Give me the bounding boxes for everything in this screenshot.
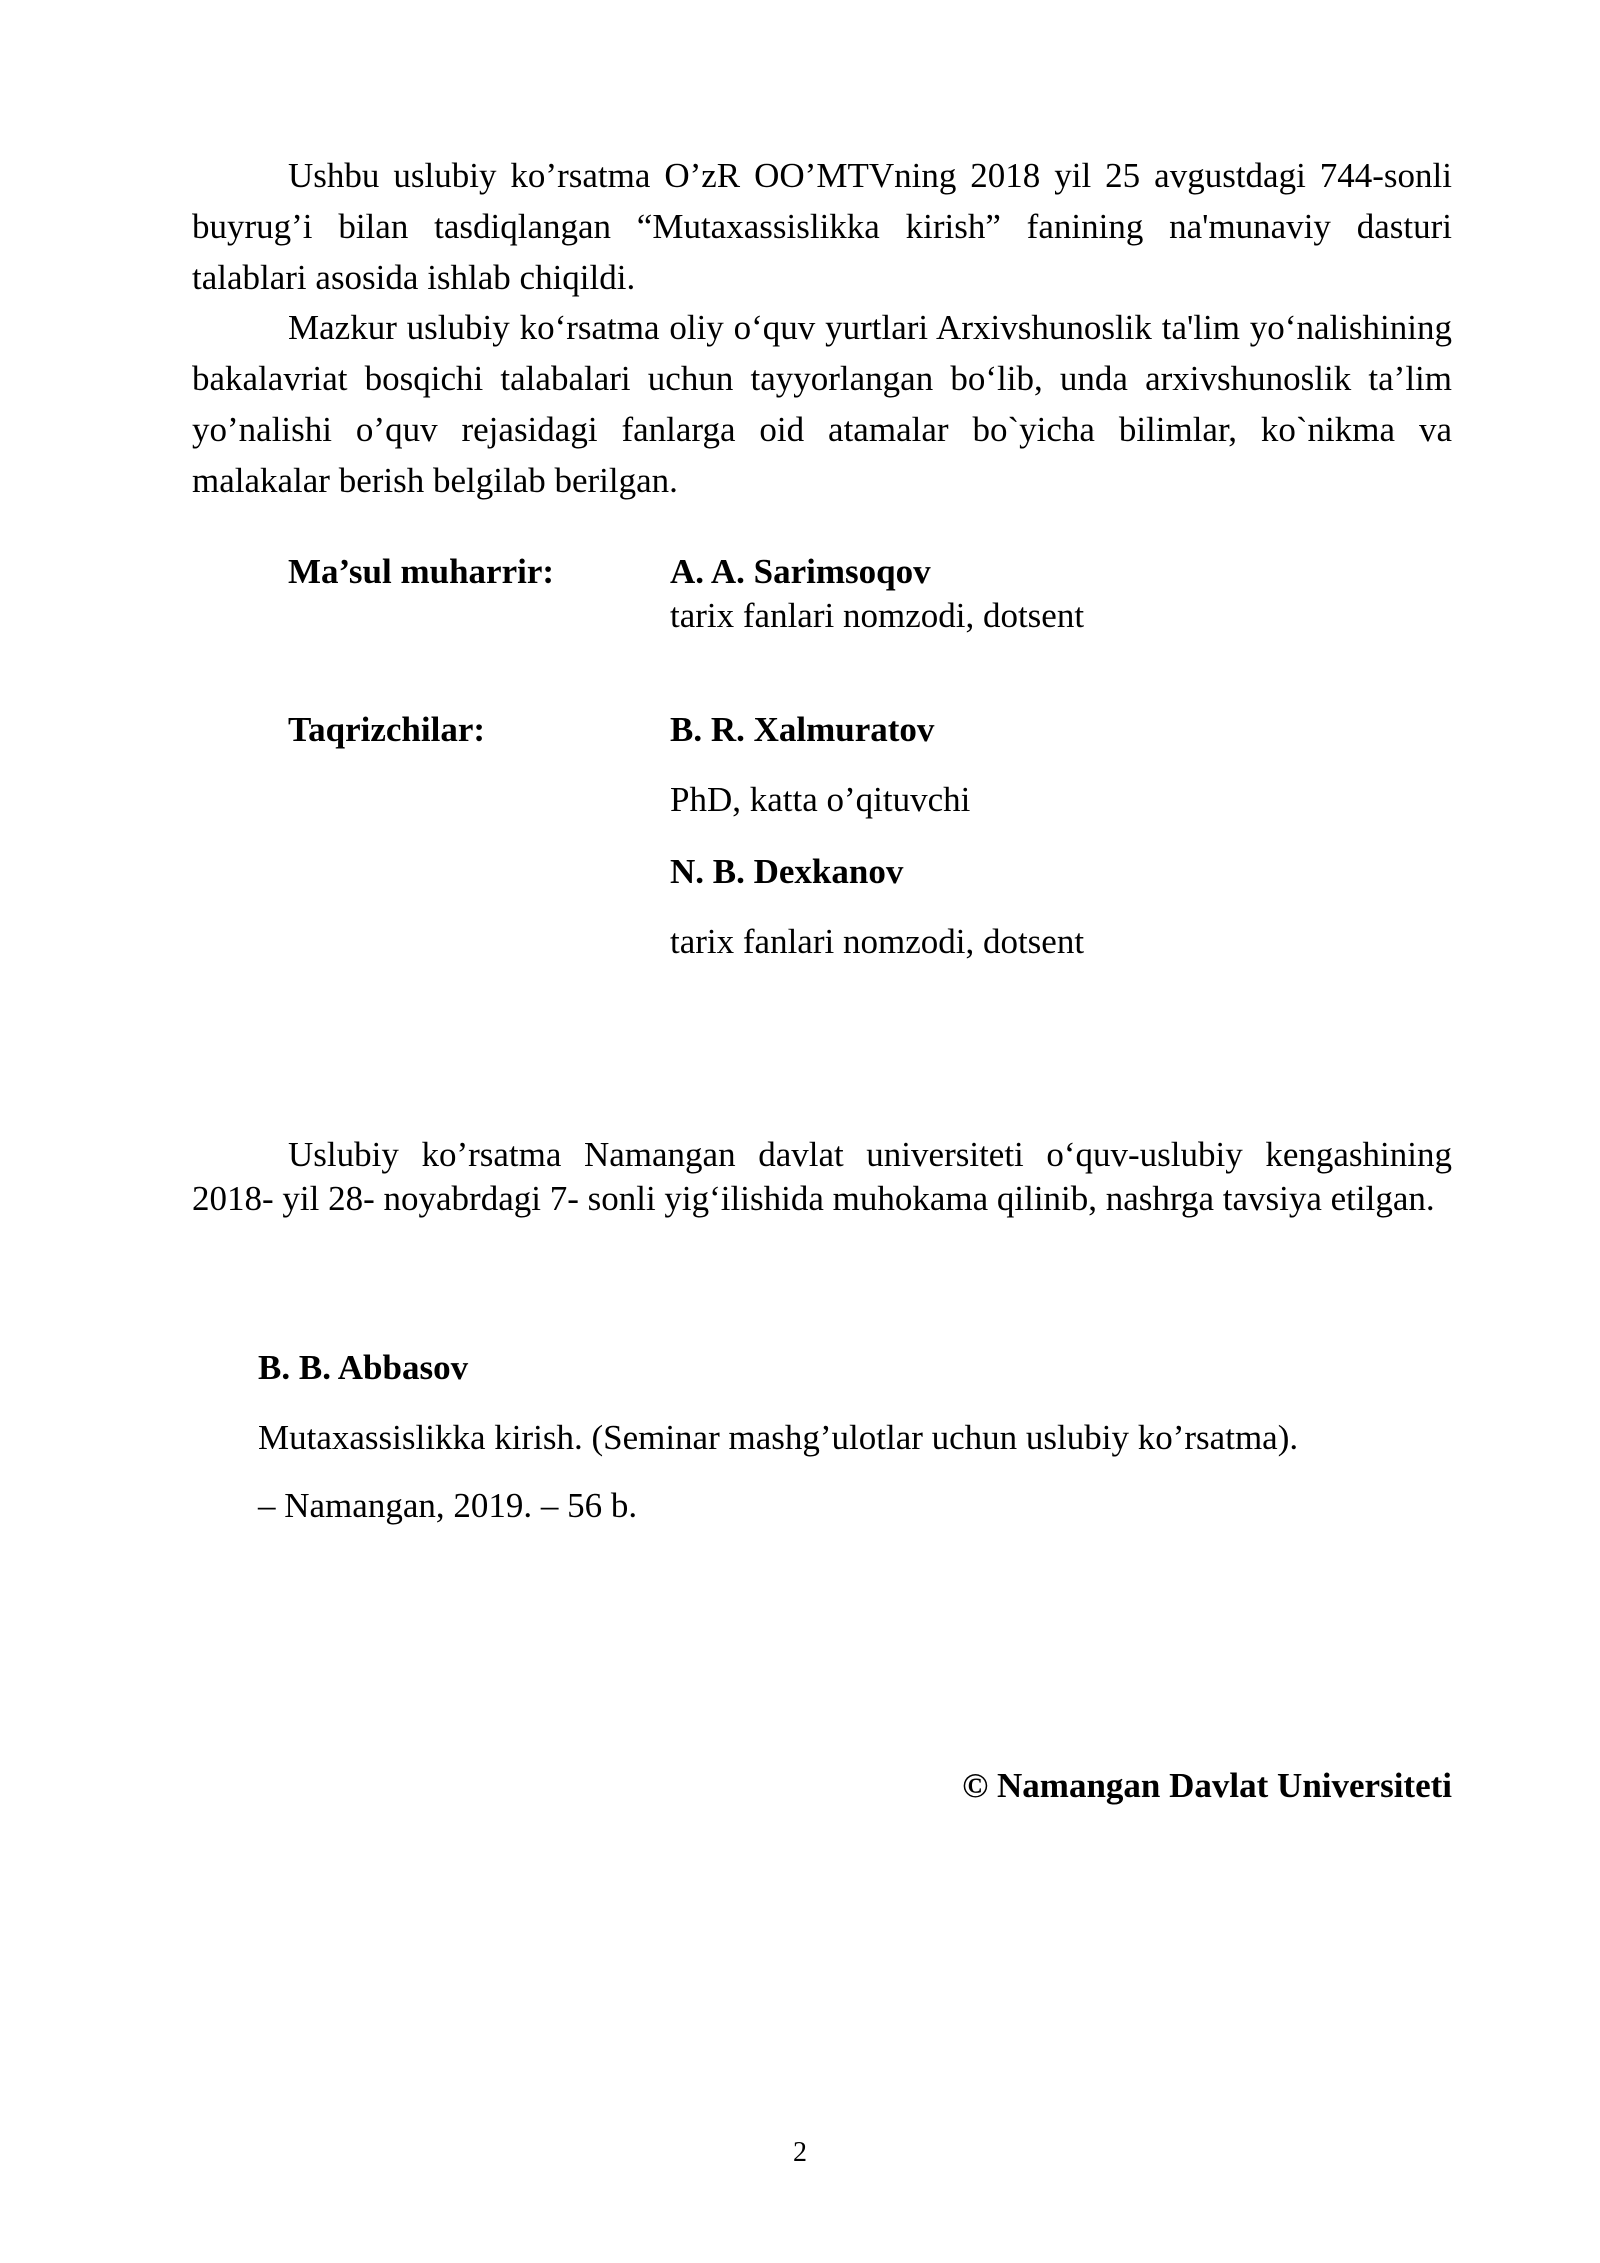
intro-paragraph-2: Mazkur uslubiy ko‘rsatma oliy o‘quv yurtlari Arxivshunoslik ta'lim yo‘nalishining bakalavriat bosqichi talabalari uchun tayyorlangan bo‘lib, unda arxivshunoslik ta’lim yo’nalishi o’quv rejasidagi fanlarga oid atamalar bo`yicha bilimlar, ko`nikma va malakalar berish belgilab berilgan. [192, 308, 1452, 500]
reviewer-2-name: N. B. Dexkanov [670, 852, 904, 891]
reviewer-2-title: tarix fanlari nomzodi, dotsent [670, 922, 1085, 961]
citation-author: B. B. Abbasov [258, 1348, 469, 1387]
intro-paragraph-1: Ushbu uslubiy ko’rsatma O’zR OO’MTVning 2018 yil 25 avgustdagi 744-sonli buyrug’i bilan tasdiqlangan “Mutaxassislikka kirish” fanining na'munaviy dasturi talablari asosida ishlab chiqildi. [192, 156, 1452, 297]
editor-label: Ma’sul muharrir: [288, 552, 555, 591]
citation-title: Mutaxassislikka kirish. (Seminar mashg’ulotlar uchun uslubiy ko’rsatma). [258, 1418, 1299, 1457]
reviewer-1-title: PhD, katta o’qituvchi [670, 780, 971, 819]
approval-paragraph: Uslubiy ko’rsatma Namangan davlat universiteti o‘quv-uslubiy kengashining 2018- yil 28- noyabrdagi 7- sonli yig‘ilishida muhokama qilinib, nashrga tavsiya etilgan. [192, 1135, 1452, 1218]
reviewer-1-name: B. R. Xalmuratov [670, 710, 935, 749]
editor-title: tarix fanlari nomzodi, dotsent [670, 596, 1085, 635]
page-number: 2 [793, 2137, 807, 2168]
editor-name: A. A. Sarimsoqov [670, 552, 931, 591]
copyright-notice: © Namangan Davlat Universiteti [962, 1766, 1452, 1805]
citation-publication: – Namangan, 2019. – 56 b. [258, 1486, 638, 1525]
reviewers-label: Taqrizchilar: [288, 710, 486, 749]
